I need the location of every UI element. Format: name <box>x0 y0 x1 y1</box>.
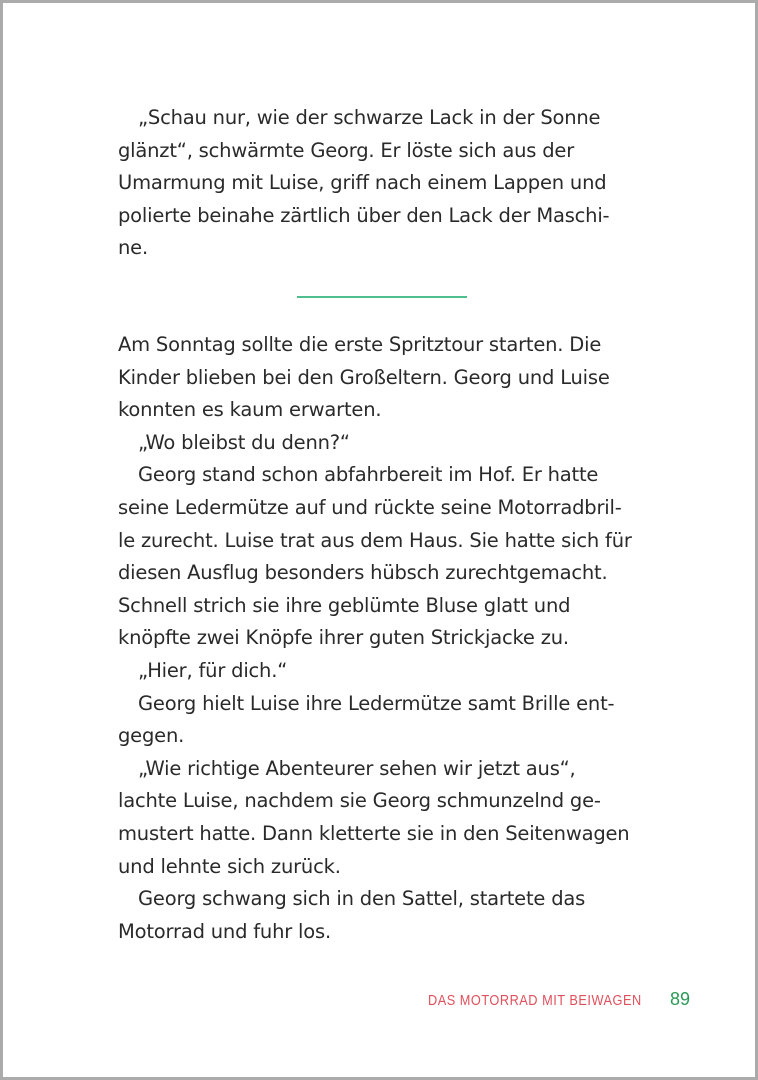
text-line: Umarmung mit Luise, griff nach einem Lappen und <box>118 171 607 195</box>
text-line: ne. <box>118 236 148 260</box>
text-line: Motorrad und fuhr los. <box>118 919 331 943</box>
running-head-chapter-title: DAS MOTORRAD MIT BEIWAGEN <box>428 992 642 1009</box>
paragraph-section-2 <box>118 329 658 948</box>
paragraph-section-1 <box>118 102 658 265</box>
text-line: „Hier, für dich.“ <box>138 658 288 682</box>
text-line: Kinder blieben bei den Großeltern. Georg und Luise <box>118 365 610 389</box>
text-line: „Wie richtige Abenteurer sehen wir jetzt aus“, <box>138 756 576 780</box>
text-line: polierte beinahe zärtlich über den Lack der Maschi- <box>118 203 610 227</box>
text-line: Schnell strich sie ihre geblümte Bluse glatt und <box>118 593 571 617</box>
section-separator-line <box>297 296 467 298</box>
text-line: Georg schwang sich in den Sattel, startete das <box>138 887 586 911</box>
text-line: knöpfte zwei Knöpfe ihrer guten Strickjacke zu. <box>118 626 569 650</box>
text-line: Georg stand schon abfahrbereit im Hof. Er hatte <box>138 463 599 487</box>
text-line: konnten es kaum erwarten. <box>118 398 382 422</box>
text-line: diesen Ausflug besonders hübsch zurechtgemacht. <box>118 561 608 585</box>
text-line: „Wo bleibst du denn?“ <box>138 430 350 454</box>
page-number: 89 <box>670 989 691 1009</box>
text-line: Am Sonntag sollte die erste Spritztour starten. Die <box>118 333 602 356</box>
text-line: Georg hielt Luise ihre Ledermütze samt Brille ent- <box>138 691 615 715</box>
text-line: lachte Luise, nachdem sie Georg schmunzelnd ge- <box>118 789 601 813</box>
page-footer <box>428 989 690 1010</box>
text-line: glänzt“, schwärmte Georg. Er löste sich aus der <box>118 138 575 162</box>
text-line: mustert hatte. Dann kletterte sie in den Seitenwagen <box>118 821 630 845</box>
text-line: und lehnte sich zurück. <box>118 854 341 878</box>
text-line: „Schau nur, wie der schwarze Lack in der Sonne <box>138 106 601 129</box>
text-line: gegen. <box>118 724 185 748</box>
text-line: seine Ledermütze auf und rückte seine Motorradbril- <box>118 495 622 519</box>
text-line: le zurecht. Luise trat aus dem Haus. Sie hatte sich für <box>118 528 632 552</box>
